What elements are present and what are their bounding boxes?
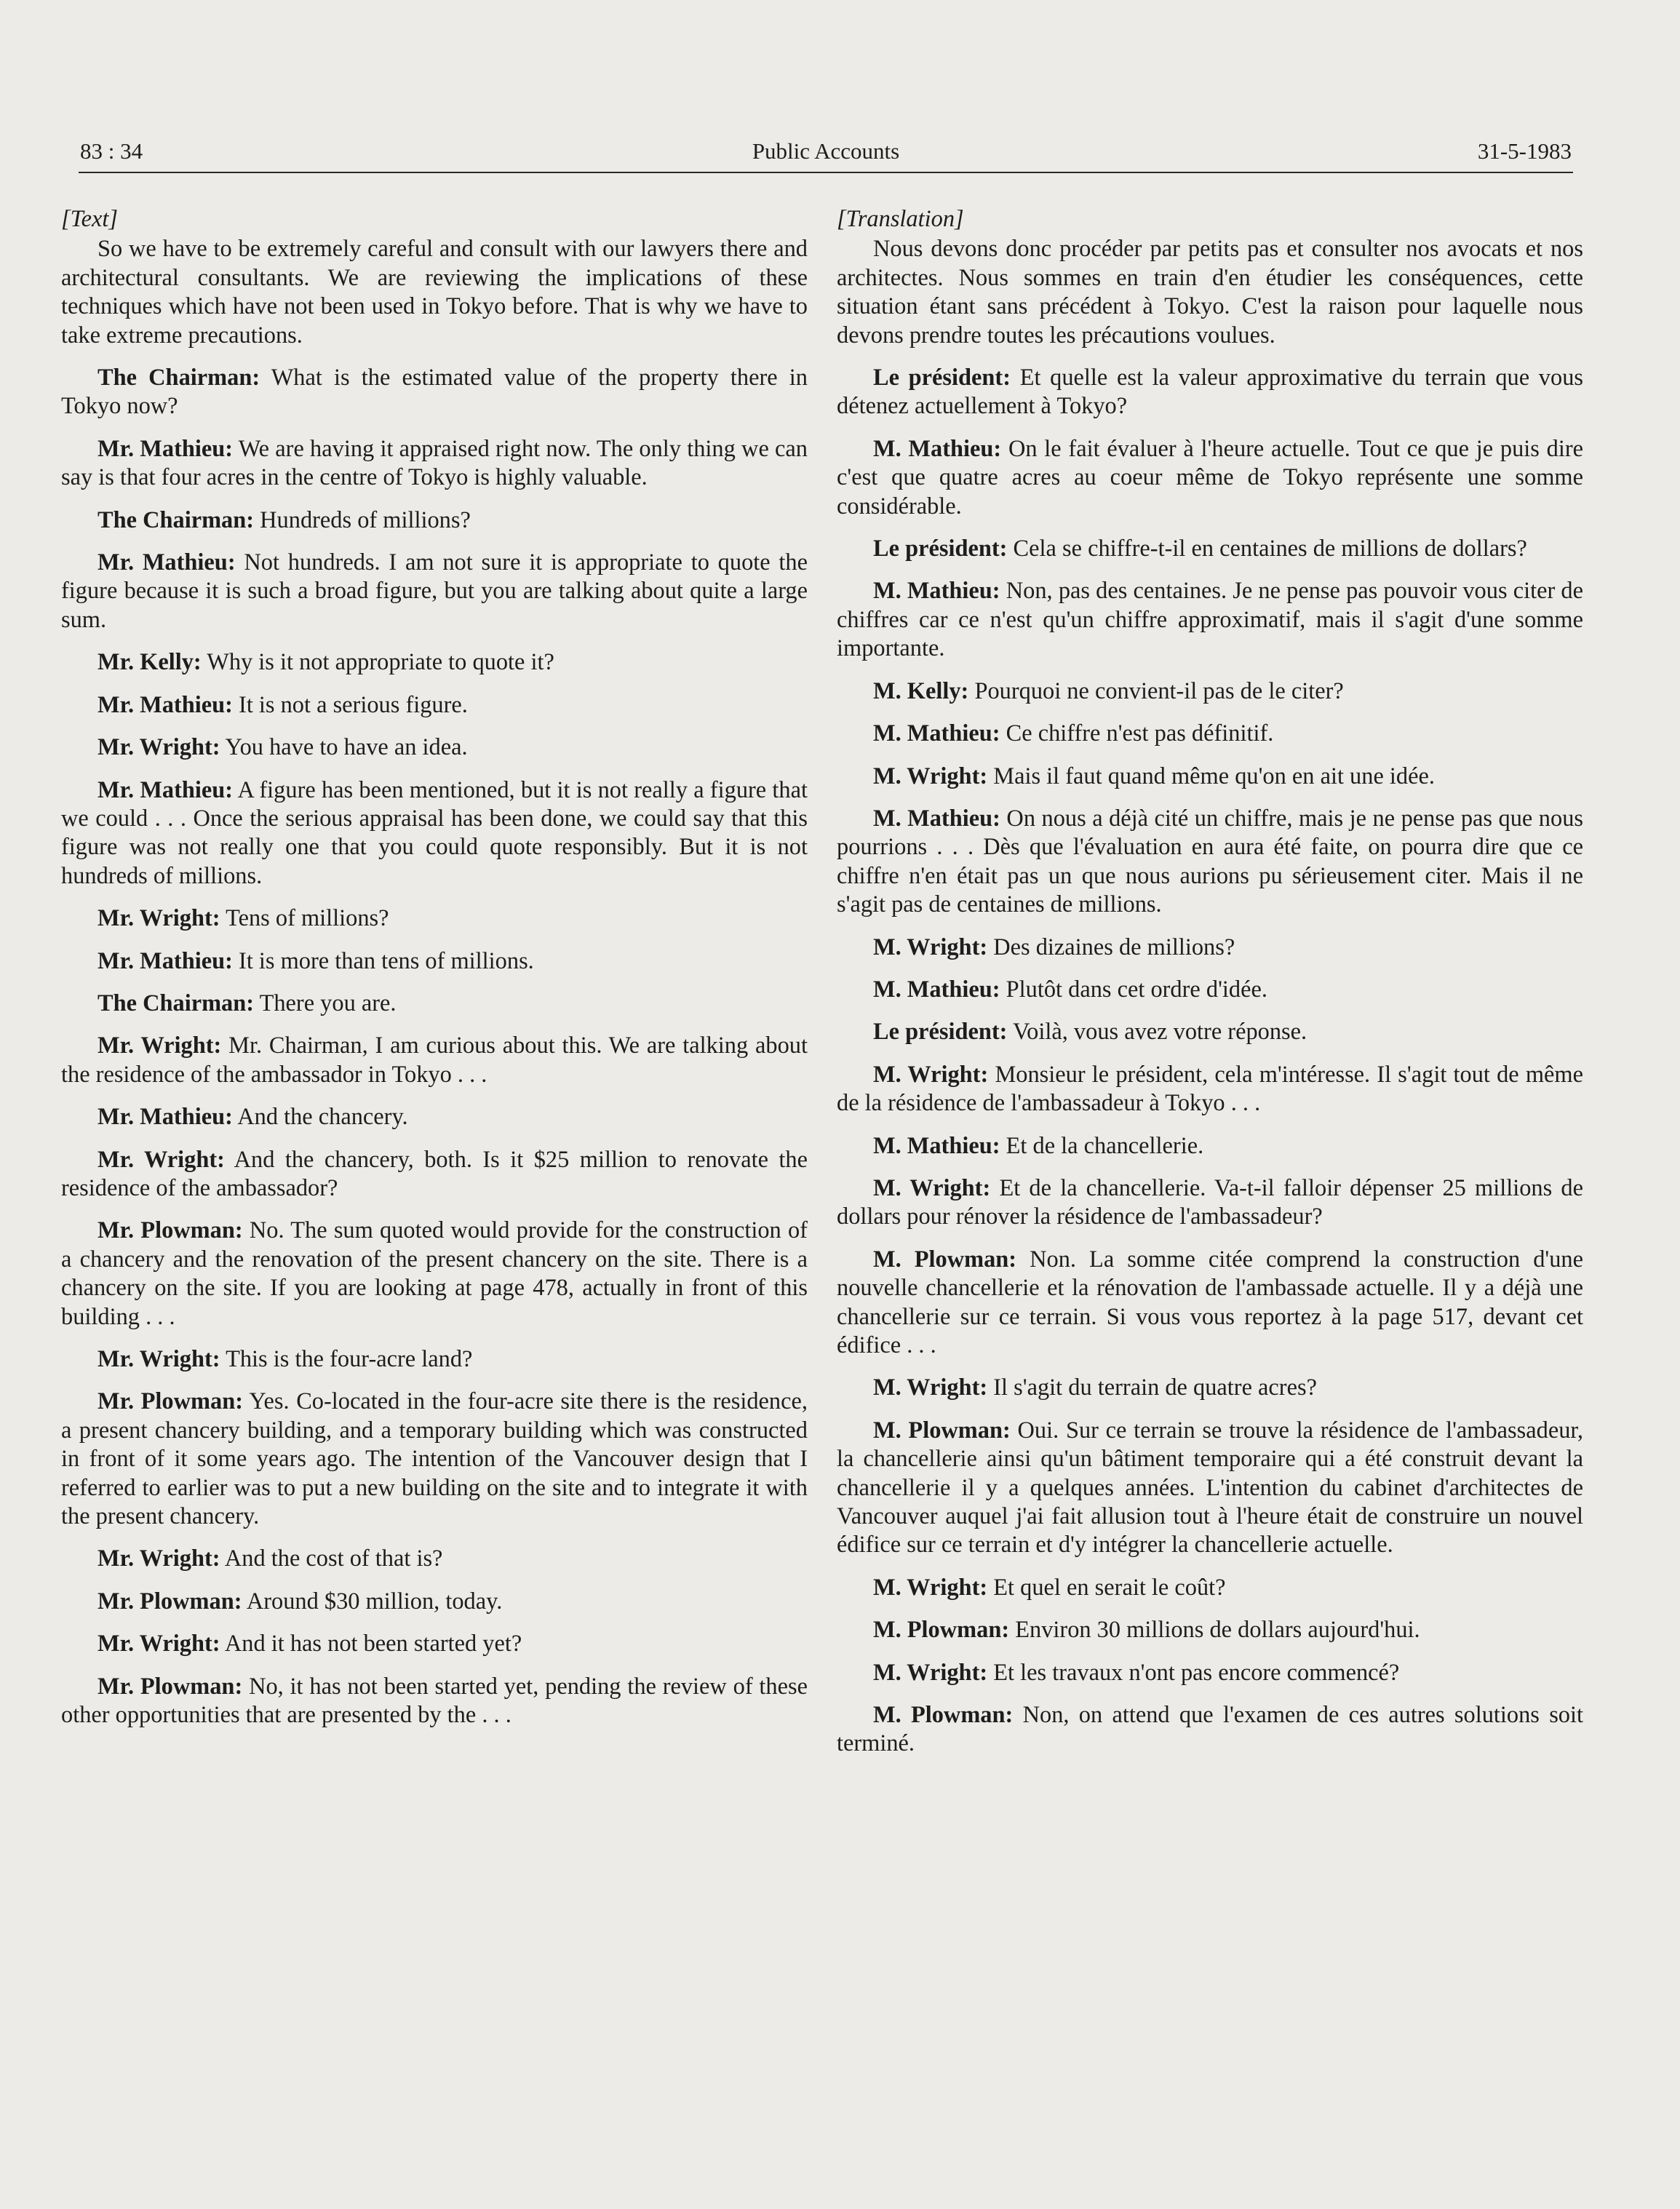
speech-text: Des dizaines de millions?: [993, 934, 1235, 960]
speech-text: Nous devons donc procéder par petits pas et consulter nos avocats et nos architectes. Nous sommes en train d'en étudier les conséquences, cette situation étant sans précédent à Tokyo. C'est la raison pour laquelle nous devons prendre toutes les précautions voulues.: [837, 236, 1583, 349]
speech-text: A figure has been mentioned, but it is not really a figure that we could . . . Once the serious appraisal has been done, we could say that this figure was not really one that you could quote responsibly. But it is not hundreds of millions.: [61, 776, 808, 889]
speaker-name: M. Wright:: [873, 1174, 991, 1201]
transcript-paragraph: [837, 577, 1583, 663]
speech-text: Why is it not appropriate to quote it?: [207, 649, 554, 676]
speech-text: Plutôt dans cet ordre d'idée.: [1006, 976, 1267, 1003]
header-rule: [79, 172, 1573, 173]
english-column: [61, 205, 808, 1743]
speaker-name: Mr. Plowman:: [97, 1217, 243, 1244]
speaker-name: M. Plowman:: [873, 1702, 1014, 1729]
speaker-name: M. Kelly:: [873, 677, 969, 704]
transcript-paragraph: [837, 720, 1583, 748]
speech-text: Et quelle est la valeur approximative du terrain que vous détenez actuellement à Tokyo?: [837, 365, 1583, 420]
transcript-paragraph: [61, 691, 808, 720]
speaker-name: The Chairman:: [97, 506, 255, 533]
transcript-paragraph: [837, 1374, 1583, 1402]
speech-text: It is not a serious figure.: [239, 691, 468, 718]
speech-text: What is the estimated value of the property there in Tokyo now?: [61, 365, 808, 420]
page-date: 31-5-1983: [1477, 138, 1572, 164]
speech-text: And the chancery.: [237, 1104, 408, 1131]
speech-text: Non, pas des centaines. Je ne pense pas pouvoir vous citer de chiffres car ce n'est qu'un chiffre approximatif, mais il s'agit d'une somme importante.: [837, 578, 1583, 662]
speech-text: And the cost of that is?: [224, 1545, 443, 1572]
speech-text: On le fait évaluer à l'heure actuelle. Tout ce que je puis dire c'est que quatre acres au coeur même de Tokyo représente une somme considérable.: [837, 435, 1583, 520]
transcript-paragraph: [837, 1174, 1583, 1232]
speech-text: Around $30 million, today.: [246, 1588, 503, 1615]
transcript-paragraph: [61, 506, 808, 535]
speech-text: Environ 30 millions de dollars aujourd'hui.: [1015, 1617, 1420, 1644]
speech-text: Non, on attend que l'examen de ces autres solutions soit terminé.: [837, 1702, 1583, 1757]
speaker-name: Mr. Mathieu:: [97, 691, 233, 718]
speaker-name: Mr. Mathieu:: [97, 549, 236, 576]
transcript-paragraph: [837, 1616, 1583, 1644]
transcript-paragraph: [61, 733, 808, 762]
speech-text: You have to have an idea.: [225, 734, 468, 761]
transcript-paragraph: [837, 364, 1583, 421]
running-title: Public Accounts: [752, 138, 900, 164]
page-number: 83 : 34: [80, 138, 143, 164]
speech-text: Not hundreds. I am not sure it is appropriate to quote the figure because it is such a broad figure, but you are talking about quite a large sum.: [61, 549, 808, 633]
transcript-paragraph: [61, 1103, 808, 1131]
transcript-paragraph: [837, 1061, 1583, 1118]
speaker-name: Le président:: [873, 365, 1011, 391]
transcript-paragraph: [837, 763, 1583, 791]
transcript-paragraph: [61, 549, 808, 634]
speech-text: Oui. Sur ce terrain se trouve la résidence de l'ambassadeur, la chancellerie ainsi qu'un bâtiment temporaire qui a été construit devant la chancellerie il y a quelques années. L'intention du cabinet d'architectes de Vancouver auquel j'ai fait allusion tout à l'heure était de construire un nouvel édifice sur ce terrain et d'y intégrer la chancellerie actuelle.: [837, 1417, 1583, 1559]
speaker-name: M. Wright:: [873, 1574, 988, 1601]
speaker-name: M. Wright:: [873, 1659, 988, 1686]
speech-text: So we have to be extremely careful and consult with our lawyers there and architectural consultants. We are reviewing the implications of these techniques which have not been used in Tokyo before. That is why we have to take extreme precautions.: [61, 236, 808, 349]
speech-text: Yes. Co-located in the four-acre site there is the residence, a present chancery building, and a temporary building which was constructed in front of it some years ago. The intention of the Vancouver design that I referred to earlier was to put a new building on the site and to integrate it with the present chancery.: [61, 1388, 808, 1530]
speech-text: Et les travaux n'ont pas encore commencé?: [993, 1659, 1400, 1686]
speech-text: Pourquoi ne convient-il pas de le citer?: [974, 677, 1344, 704]
speaker-name: The Chairman:: [97, 365, 260, 391]
speaker-name: Mr. Wright:: [97, 905, 220, 932]
transcript-paragraph: [61, 1588, 808, 1616]
french-column: [837, 205, 1583, 1772]
speech-text: And it has not been started yet?: [224, 1631, 522, 1657]
transcript-paragraph: [837, 235, 1583, 350]
column-label-text: [Text]: [61, 206, 119, 232]
speech-text: This is the four-acre land?: [226, 1346, 473, 1372]
speaker-name: Mr. Plowman:: [97, 1673, 243, 1700]
speaker-name: Mr. Wright:: [97, 734, 220, 761]
speech-text: And the chancery, both. Is it $25 million to renovate the residence of the ambassador?: [61, 1146, 808, 1201]
transcript-paragraph: [837, 805, 1583, 920]
speaker-name: M. Wright:: [873, 1061, 989, 1088]
speech-text: Ce chiffre n'est pas définitif.: [1006, 720, 1274, 747]
transcript-paragraph: [61, 1673, 808, 1730]
transcript-paragraph: [61, 1388, 808, 1531]
transcript-paragraph: [61, 1217, 808, 1332]
speech-text: Tens of millions?: [226, 905, 389, 932]
speaker-name: M. Wright:: [873, 934, 988, 960]
speaker-name: M. Mathieu:: [873, 578, 1000, 605]
page-header: [80, 138, 1572, 175]
speaker-name: Le président:: [873, 536, 1008, 562]
speech-text: Non. La somme citée comprend la construction d'une nouvelle chancellerie et la rénovation de l'ambassade actuelle. Il y a déjà une chancellerie sur ce terrain. Si vous vous reportez à la page 517, devant cet édifice . . .: [837, 1246, 1583, 1358]
speaker-name: M. Mathieu:: [873, 805, 1000, 832]
transcript-paragraph: [61, 1630, 808, 1658]
speech-text: Et de la chancellerie. Va-t-il falloir dépenser 25 millions de dollars pour rénover la résidence de l'ambassadeur?: [837, 1174, 1583, 1230]
speaker-name: Mr. Mathieu:: [97, 1104, 233, 1131]
transcript-paragraph: [61, 1345, 808, 1374]
speaker-name: M. Mathieu:: [873, 435, 1002, 462]
speech-text: We are having it appraised right now. The only thing we can say is that four acres in the centre of Tokyo is highly valuable.: [61, 435, 808, 491]
transcript-paragraph: [61, 364, 808, 421]
speech-text: On nous a déjà cité un chiffre, mais je ne pense pas que nous pourrions . . . Dès que l'évaluation en aura été faite, on pourra dire que ce chiffre n'en était pas un que nous aurions pu sérieusement citer. Mais il ne s'agit pas de centaines de millions.: [837, 805, 1583, 918]
transcript-paragraph: [61, 435, 808, 493]
speaker-name: M. Plowman:: [873, 1417, 1011, 1444]
transcript-paragraph: [837, 976, 1583, 1004]
transcript-paragraph: [837, 1659, 1583, 1687]
speaker-name: Mr. Wright:: [97, 1146, 225, 1173]
speaker-name: Le président:: [873, 1019, 1008, 1046]
speech-text: Cela se chiffre-t-il en centaines de millions de dollars?: [1013, 536, 1527, 562]
speaker-name: Mr. Mathieu:: [97, 947, 233, 974]
transcript-paragraph: [837, 1018, 1583, 1046]
transcript-paragraph: [61, 776, 808, 891]
transcript-paragraph: [837, 1701, 1583, 1759]
transcript-paragraph: [837, 1574, 1583, 1602]
transcript-paragraph: [61, 648, 808, 677]
speech-text: There you are.: [259, 990, 397, 1016]
speech-text: Mr. Chairman, I am curious about this. We are talking about the residence of the ambassador in Tokyo . . .: [61, 1032, 808, 1088]
speaker-name: M. Mathieu:: [873, 720, 1000, 747]
speaker-name: M. Mathieu:: [873, 1132, 1000, 1159]
speech-text: Il s'agit du terrain de quatre acres?: [993, 1374, 1317, 1401]
speaker-name: Mr. Plowman:: [97, 1388, 243, 1415]
transcript-paragraph: [837, 677, 1583, 706]
transcript-paragraph: [837, 1417, 1583, 1560]
transcript-paragraph: [837, 934, 1583, 962]
transcript-paragraph: [837, 435, 1583, 521]
speaker-name: Mr. Mathieu:: [97, 435, 234, 462]
transcript-paragraph: [61, 990, 808, 1018]
speech-text: Voilà, vous avez votre réponse.: [1012, 1019, 1307, 1046]
speaker-name: Mr. Wright:: [97, 1032, 222, 1059]
column-label-translation: [Translation]: [837, 206, 964, 232]
transcript-paragraph: [837, 535, 1583, 563]
speaker-name: M. Wright:: [873, 763, 988, 789]
transcript-paragraph: [61, 1032, 808, 1089]
transcript-paragraph: [837, 1246, 1583, 1361]
speech-text: Et de la chancellerie.: [1006, 1132, 1204, 1159]
transcript-paragraph: [61, 235, 808, 350]
speaker-name: Mr. Plowman:: [97, 1588, 242, 1615]
speaker-name: M. Plowman:: [873, 1617, 1010, 1644]
speaker-name: Mr. Wright:: [97, 1346, 220, 1372]
transcript-paragraph: [61, 947, 808, 976]
speaker-name: Mr. Wright:: [97, 1545, 220, 1572]
speaker-name: M. Wright:: [873, 1374, 988, 1401]
speech-text: Monsieur le président, cela m'intéresse. Il s'agit tout de même de la résidence de l'ambassadeur à Tokyo . . .: [837, 1061, 1583, 1117]
speaker-name: M. Mathieu:: [873, 976, 1000, 1003]
transcript-paragraph: [61, 904, 808, 933]
speaker-name: Mr. Kelly:: [97, 649, 202, 676]
speaker-name: Mr. Wright:: [97, 1631, 220, 1657]
speech-text: No. The sum quoted would provide for the construction of a chancery and the renovation of the present chancery on the site. There is a chancery on the site. If you are looking at page 478, actually in front of this building . . .: [61, 1217, 808, 1330]
speech-text: No, it has not been started yet, pending the review of these other opportunities that are presented by the . . .: [61, 1673, 808, 1729]
speaker-name: Mr. Mathieu:: [97, 776, 234, 803]
speech-text: It is more than tens of millions.: [239, 947, 534, 974]
speaker-name: M. Plowman:: [873, 1246, 1017, 1273]
speech-text: Mais il faut quand même qu'on en ait une idée.: [993, 763, 1435, 789]
transcript-paragraph: [61, 1146, 808, 1203]
speech-text: Hundreds of millions?: [260, 506, 471, 533]
transcript-paragraph: [837, 1132, 1583, 1161]
transcript-paragraph: [61, 1545, 808, 1573]
speech-text: Et quel en serait le coût?: [993, 1574, 1226, 1601]
speaker-name: The Chairman:: [97, 990, 255, 1016]
